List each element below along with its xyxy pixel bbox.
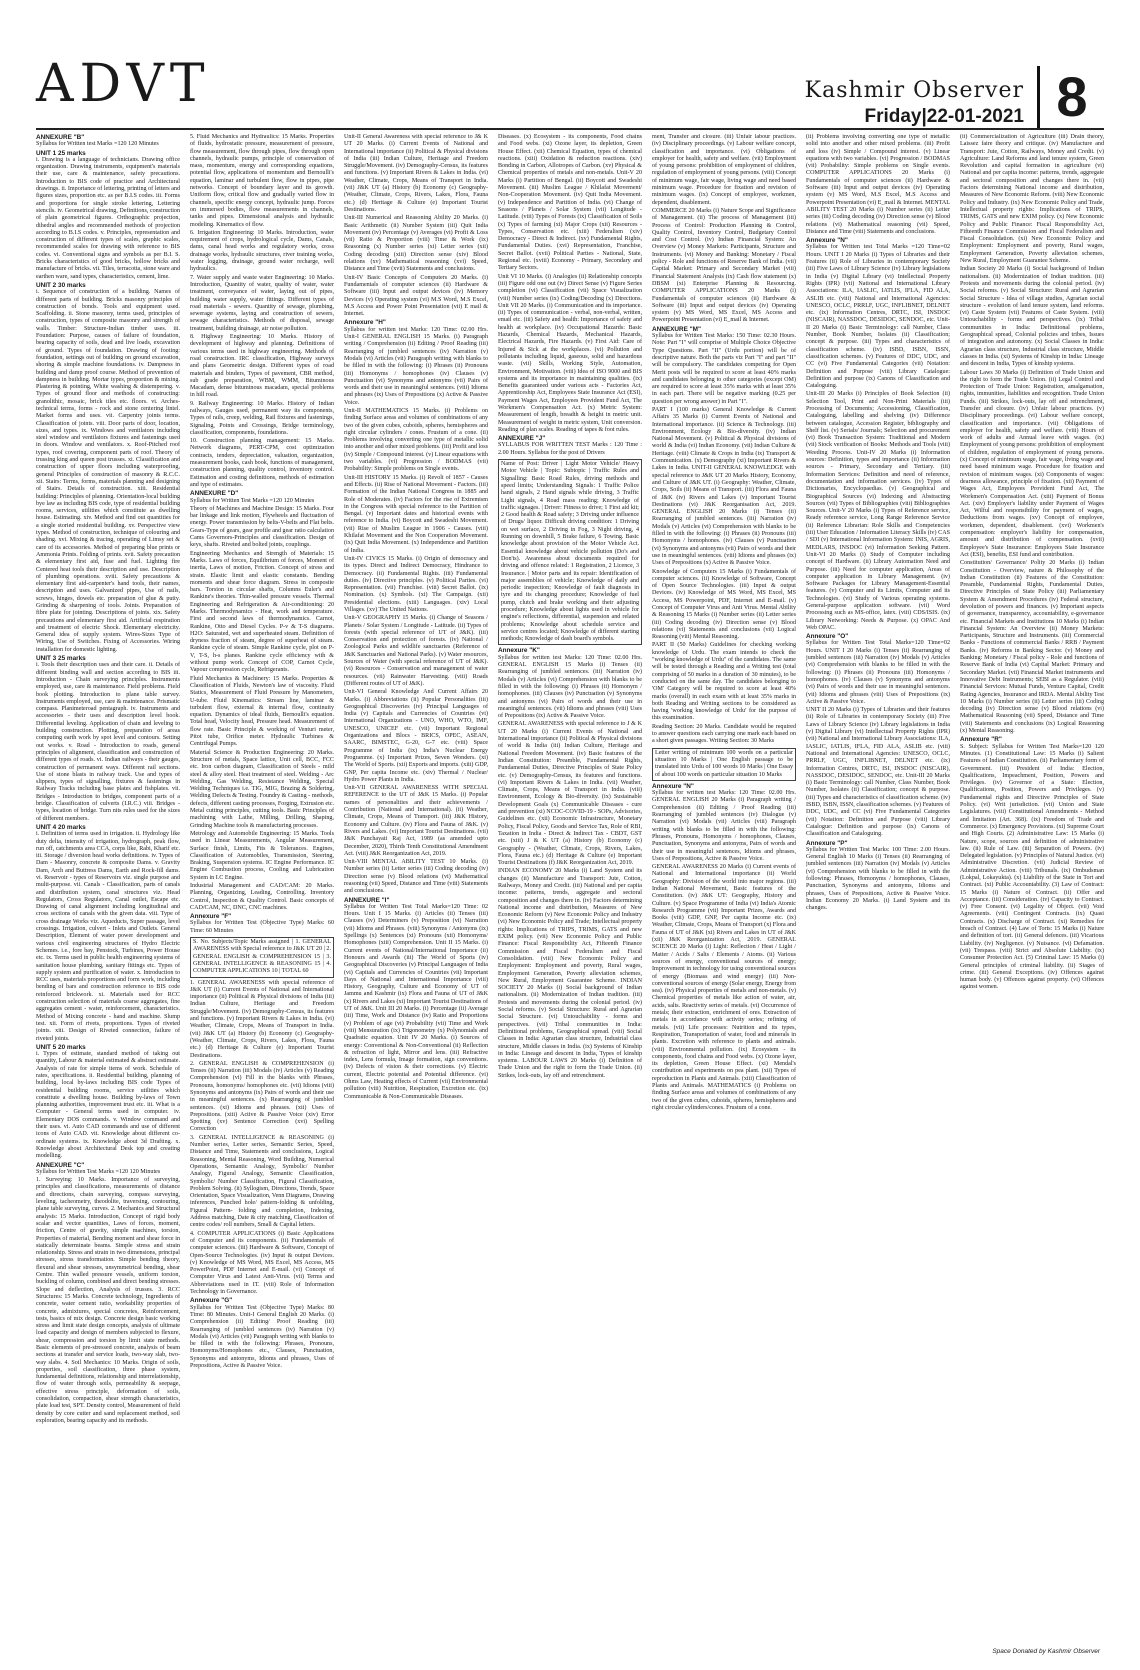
syllabus-paragraph: Syllabus for Written Test (Objective Type) Marks: 80 Time: 80 Minutes. Unit-I General English 20 Marks. (i) Comprehension (ii) Editing/ Proof Reading (iii) Rearranging of jumbled sentences (iv) Narration (v) Modals (vi) Articles (vii) Paragraph writing with blanks to be filled in with the following: Phrases, Pronouns, Homonyms/Homophones etc., Clauses, Punctuation, Synonyms and antonyms, Idioms and phrases, Uses of Prepositions, Active & Passive Voice.: [190, 1304, 334, 1369]
syllabus-paragraph: (ii) Commercialization of Agriculture (iii) Drain theory, Laissez faire theory and critique. (iv) Manufacture and Transport: Jute, Cotton, Railways, Money and Credit. (v) Agriculture: Land Reforms and land tenure system, Green Revolution and capital formation in agriculture (vi) National and per capita income: patterns, trends, aggregate and sectoral composition and changes there in. (vii) Factors determining National income and distribution, Measures of New Economic Reform. (viii) New Economic Policy and Industry. (ix) New Economic Policy and Trade, Intellectual property rights: Implications of TRIPS, TRIMS, GATS and new EXIM policy. (x) New Economic Policy and Public Finance: Fiscal Responsibility Act, Fifteenth Finance Commission and Fiscal Federalism and Fiscal Consolidation. (xi) New Economic Policy and Employment: Employment and poverty, Rural wages, Employment Generation, Poverty alleviation schemes, New Rural, Employment Guarantee Scheme.: [960, 134, 1104, 265]
syllabus-columns: [36, 134, 1104, 1644]
section-heading: Annexure "K": [498, 647, 540, 655]
syllabus-paragraph: i. Types of estimate, standard method of taking out quantity, Labour & material estimated & abstract estimate. Analysis of rate for simple items of work. Schedule of rates, specifications. ii. Residential building, planning of building, local by-laws including BIS code Types of residential building rooms, service utilities which constitute a dwelling house. Building by-laws of Town planning authorities, improvement trust etc. iii. What is a Computer - General terms used in computer. iv. Elementary DOS commands. v. Window command and their uses. vi. Auto CAD commands and use of different icons of Auto CAD. vii. Knowledge about different co-ordinate systems. ix. Knowledge about 3d Drafting. x. Knowledge about Architectural Desk top and creating modelling.: [36, 1051, 180, 1160]
syllabus-paragraph: Indian Society 20 Marks (i) Social background of Indian nationalism. (ii) Modernization of Indian tradition. (iii) Protests and movements during the colonial period. (iv) Social reforms. (v) Social Structure: Rural and Agrarian Social Structure - Idea of village studies, Agrarian social structure - evolution of land tenure system, land reforms. (vi) Caste System (vii) Features of Caste System. (viii) Untouchability - forms and perspectives. (ix) Tribal communities in India: Definitional problems, Geographical spread, Colonial policies and tribes, Issues of integration and autonomy. (x) Social Classes in India: Agrarian class structure, Industrial class structure, Middle classes in India. (xi) Systems of Kinship in India: Lineage and descent in India, Types of kinship systems.: [960, 266, 1104, 368]
syllabus-paragraph: Unit-VI General Knowledge And Current Affairs 20 Marks. (i) Abbreviations (ii) Popular Personalities (iii) Geographical Discoveries (iv) Principal Languages of India (v) Capitals and Currencies of Countries (vi) International Organizations - UNO, WHO, WTO, IMF, UNESCO, UNICEF etc. (vii) Important Regional Organizations and Blocs - BRICS, OPEC, ASEAN, SAARC, BIMSTEC, G-20, G-7 etc. (viii) Space Programme of India (ix) India's Nuclear Energy Programme. (x) Important Prizes, Seven Wonders. (xi) The World of Sports. (xii) Exports and imports. (xiii) GDP, GNP, Per capita Income etc. (xiv) Thermal / Nuclear/ Hydro Power Plants in India.: [344, 689, 488, 783]
text-column: [344, 134, 488, 1644]
syllabus-paragraph: i. Sequence of construction of a building. Names of different parts of building. Bricks masonry principles of construction of bonds. Tools and equipment used. Scaffolding. ii. Stone masonry, terms used, principles of construction, types of composite masonry and strength of walls. Timber: Structure-Indian timber uses. iii. Foundation: Purpose, causes of failure of foundation, bearing capacity of soils, dead and live loads, excavation of ground. Types of foundation. Drawing of footing: foundation, settings out of building on ground excavation, shoring & simple machine foundations. iv. Dampness in building and damp proof course. Method of prevention of dampness in building. Mortar types, proportion & mixing. Plastering & pointing, White washing & distempering. v. Types of ground floor and methods of constructing: granolithic, mosaic, brick tiles etc. floors. vi. Arches-technical terms, forms - rock and stone centering lintel. Market forms and uses. vii. Carpentry joints terms. Classification of joints. viii. Door parts of door, location, sizes, and types. ix. Windows and ventilators including steel window and ventilators fixtures and fastenings used in doors. Window and ventilators. x. Roof-Pitched roof types, roof covering, component parts of roof. Theory of trussing king and queen post trusses. xi. Classification and construction of upper floors including waterproofing, general Principles of construction of masonry & R.C.C. xii. Stairs: Terms, forms, materials planning and designing of Stairs. Details of construction. xiii. Residential building: Principles of planning. Orientation-local building bye law as including BIS code, type of residential building rooms, services, utilities which constitute as dwelling house. Estimating. xiv. Method and find out quantities for a single storied residential building. xv. Perspective view types. Method of construction, technique of colouring and shading. xvi. Mixing & tracing, operating of Limsy set & care of its accessories. Method of preparing blue prints or Ammonia Prints. Folding of prints. xvii. Safety precaution & elementary first aid, fuse and fuel. Lighting fire Centered heat tools their description and use. Description of plumbing operations. xviii. Safety precautions & elementary first aid-carpenter's hand tools, their names, description and uses. Galvanized pipes, Use of nails, screws, hinges, dowels etc. preparation of glue & putty. Grinding & sharpening of tools. Joints. Preparation of fibre plate for jointing. Descriptions of joints. xix. Safety precautions and elementary first aid. Artificial respiration and treatment of electric Shock. Elementary electricity. General idea of supply system. Wires-Sizes Type of Wiring, Use of Switches. Fixing of Accessories. Wiring installation for domestic lighting.: [36, 289, 180, 653]
syllabus-paragraph: 3. GENERAL INTELLIGENCE & REASONING (i) Number series, Letter series, Semantic Series, Speed, Distance and Time, Statements and conclusions, Logical Reasoning, Mental Reasoning, Word Building, Numerical Operations, Semantic Analogy, Symbolic/ Number Analogy, Figural Analogy, Semantic Classification, Symbolic/ Number Classification, Figural Classification, Problem Solving. (ii) Syllogism, Directions, Trends, Space Orientation, Space Visualization, Venn Diagrams, Drawing inferences, Punched hole/ pattern-folding & unfolding, Figural Pattern- folding and completion, Indexing, Address matching, Date & city matching, Classification of centre codes/ roll numbers, Small & Capital letters.: [190, 1134, 334, 1229]
syllabus-paragraph: 10. Construction planning management: 15 Marks. Network diagrams, PERT-CPM, cost optimization contracts, tenders, depreciation, valuation, organization, measurement books, cash book, functions of management, construction planning, quality control, inventory control. Estimation and costing definitions, methods of estimation and type of estimates.: [190, 438, 334, 488]
syllabus-paragraph: PART I (100 marks) General Knowledge & Current Affairs 35 Marks (i) Current Events of National and International importance. (ii) Science & Technology. (iii) Environment, Ecology & Bio-diversity. (iv) Indian National Movement. (v) Political & Physical divisions of world & India (vi) Indian Economy. (vii) Indian Culture & Heritage. (viii) Climate & Crops in India (ix) Transport & Communication. (x) Demography (xi) Important Rivers & Lakes in India. UNIT-II GENERAL KNOWLEDGE with special reference to J&K UT 20 Marks History, Economy, and Culture of J&K UT. (i) Geography: Weather, Climate, Crops, Soils (ii) Means of Transport. (iii) Flora and Fauna of J&K (iv) Rivers and Lakes (v) Important Tourist Destinations (vi) J&K Reorganisation Act, 2019. GENERAL ENGLISH 20 Marks (i) Tenses (ii) Rearranging of jumbled sentences. (iii) Narration (iv) Modals (v) Articles (vi) Comprehension with blanks to be filled in with the following: (i) Phrases (ii) Pronouns (iii) Homonyms / homophones. (iv) Clauses (v) Punctuation (vi) Synonyms and antonyms (vii) Pairs of words and their use in meaningful sentences. (viii) Idioms and phrases (ix) Uses of Prepositions (x) Active & Passive Voice.: [652, 406, 796, 567]
paper-name: Kashmir Observer: [804, 78, 1024, 103]
syllabus-paragraph: 8. Highway Engineering: 10 Marks. History of development of highway and planning. Definitions of various terms used in highway engineering. Methods of road construction. IRC classification, Highway surveys and plans Geometric design. Different types of road materials and binders, Types of pavement, CBR method, sub grade preparation, WBM, WMM, Bituminous Macadam, dense bituminous macadam, special problems in hill road.: [190, 334, 334, 399]
syllabus-paragraph: Syllabus for Written test Marks =120 120 Minutes: [36, 141, 159, 148]
syllabus-paragraph: Unit VI 10 Marks. (i) Analogies (ii) Relationship concepts (iii) Figure odd one out (iv) Direct Sense (v) Figure Series completion (vi) Classification (vii) Space Visualization (viii) Number series (ix) Coding/Decoding (x) Directions. Unit VII 20 Marks. (i) Communication and its importance. (ii) Types of communication - verbal, non-verbal, written, email etc. (iii) Safety and health: Importance of safety and health at workplace. (iv) Occupational Hazards: Basic Hazards, Chemical Hazards, Mechanical Hazards, Electrical Hazards, Fire Hazards. (v) First Aid: Care of Injured & Sick at the workplaces. (vi) Pollution and pollutants including liquid, gaseous, solid and hazardous waste. (vii) Skills, Working Style, Automation, Environment, Motivation. (viii) Idea of ISO 9000 and BIS systems and its importance in maintaining qualities. (ix) Benefits guaranteed under various acts - Factories Act, Apprenticeship Act, Employees State Insurance Act (ESI), Payment Wages Act, Employees Provident Fund Act, The Workmen's Compensation Act. (x) Metric System: Measurement of length, breadth & height in metric unit. Measurement of weight in metric system, Unit conversion. Reading of plan scales. Reading of tapes & foot rules.: [498, 273, 642, 433]
masthead-rule: [36, 128, 1104, 130]
syllabus-paragraph: Unit-IV CIVICS 15 Marks. (i) Origin of democracy and its types. Direct and Indirect Democracy, Hindrance to Democracy. (ii) Fundamental Rights. (iii) Fundamental duties. (iv) Directive principles. (v) Political Parties. (vi) Representation. (vii) Franchise. (viii) Secret Ballot. (ix) Nomination. (x) Symbols. (xi) The Campaign. (xii) Presidential elections. (xiii) Languages. (xiv) Local Villages. (xv) The United Nations.: [344, 555, 488, 613]
syllabus-paragraph: Unit-II General Awareness with special reference to J& K UT 20 Marks. (i) Current Events of National and International importance (ii) Political & Physical divisions of India (iii) Indian Culture, Heritage and Freedom Struggle/Movement. (iv) Demography-Census, its features and functions. (v) Important Rivers & Lakes in India. (vi) Weather, Climate, Crops, Means of Transport in India. (vii) J&K UT (a) History (b) Economy (c) Geography- (Weather, Climate, Crops, Rivers, Lakes, Flora, Fauna etc.) (d) Heritage & Culture (e) Important Tourist Destinations.: [344, 134, 488, 213]
section-heading: ANNEXURE "D": [190, 490, 239, 498]
syllabus-paragraph: Unit-IV Basic Concepts of Computers 20 Marks. (i) Fundamentals of computer sciences (ii) Hardware & Software (iii) Input and output devices (iv) Memory Devices (v) Operating system (vi) M.S Word, M.S Excel, M.S Access and Power Point Presentation (vii) E mail & Internet.: [344, 274, 488, 318]
syllabus-paragraph: UNIT II 20 Marks (i) Types of Libraries and their features (ii) Role of Libraries in contemporary Society (iii) Five Laws of Library Science (iv) Library legislations in India (v) Digital Library (vi) Intellectual Property Rights (IPR) (vii) National and International Library Associations: ILA, IASLIC, IATLIS, IFLA, FID ALA, ASLIB etc. (viii) National and International Agencies: UNESCO, OCLC, PRRLF, UGC, INFLIBNET, DELNET etc. (ix) Information Centres, DRTC, ISI, INSDOC (NISCAIR), NASSDOC, DESIDOC, SENDOC, etc. Unit-III 20 Marks (i) Basic Terminology: call Number, Class Number, Book Number, Isolates (ii) Classification; concept & purpose. (iii) Types and characteristics of classification scheme. (iv) ISBD, ISBN, ISSN, classification schemes. (v) Features of DDC, UDC, and CC (vi) Five Fundamental Categories (vii) Notation: Definition and Purpose (viii) Library Catalogue: Definition and purpose (ix) Canons of Classification and Cataloguing.: [806, 707, 950, 838]
section-heading: ANNEXURE "C": [36, 1161, 85, 1169]
masthead: [36, 0, 1104, 128]
syllabus-paragraph: Syllabus for Written Test Total Marks=120 Time: 02 Hours. Unit I 15 Marks. (i) Articles (ii) Tenses (iii) Clauses (iv) Determiners (v) Preposition (vi) Narration (vii) Idioms and Phrases. (viii) Synonyms / Antonyms (ix) Spellings (x) Sentences (xi) Pronouns (xii) Homonyms/ Homophones (xiii) Comprehension. Unit II 15 Marks. (i) Current events of National/International Importance (ii) Honours and Awards (iii) The World of Sports (iv) Geographical Discoveries (v) Principal Languages of India (vi) Capitals and Currencies of Countries (vii) Important Days of National and International Importance (viii) History, Geography, Culture and Economy of UT of Jammu and Kashmir (ix) Flora and Fauna of UT of J&K (x) Rivers and Lakes (xi) Important Tourist Destinations of UT of J&K. Unit III 20 Marks. (i) Percentage (ii) Average (iii) Time, Work and Distance (iv) Ratio and Proportions (v) Problem of age (vi) Probability (vii) Time and Work (viii) Mensuration (ix) Trigonometry (x) Polynomials and Quadratic equation. Unit IV 20 Marks. (i) Sources of energy: Conventional & Non-Conventional (ii) Reflection & refraction of light, Mirror and lens. (iii) Refractive index, Lens formula, Image formation, sign conventions. (iv) Defects of vision & their corrections. (v) Electric current, Electric potential and Potential difference. (vi) Ohms Law, Heating effects of Current (vii) Environmental pollution (viii) Nutrition, Respiration, Excretion etc. (ix) Communicable & Non-Communicable Diseases.: [344, 903, 488, 1100]
syllabus-paragraph: 5. Fluid Mechanics and Hydraulics: 15 Marks. Properties of fluids, hydrostatic pressure, measurement of pressure, flow measurement, flow through pipes, flow through open channels, hydraulic pumps, principle of conservation of mass, momentum, energy and corresponding equations, potential flow, applications of momentum and Bernoulli's equation, laminar and turbulent flow, flow in pipes, pipe networks. Concept of boundary layer and its growth. Uniform flow, critical flow and gradually varied flow in channels, specific energy concept, hydraulic jump. Forces on immersed bodies, flow measurements in channels, tanks and pipes. Dimensional analysis and hydraulic modeling. Kinematics of flow.: [190, 134, 334, 228]
syllabus-paragraph: GENERAL AWARENESS with special reference to J & K UT 20 Marks (i) Current Events of National and International importance (ii) Political & Physical divisions of world & India (iii) Indian Culture, Heritage and National Freedom Movement. (iv) Basic features of the Indian Constitution: Preamble, Fundamental Rights, Fundamental Duties, Directive Principles of State Policy etc. (v) Demography-Census, its features and functions. (vi) Important Rivers & Lakes in India. (vii) Weather, Climate, Crops, Means of Transport in India. (viii) Environment, Ecology & Bio-diversity. (ix) Sustainable Development Goals (x) Communicable Diseases - cure and prevention (xi) NCOC-COVID-19 - SOPs, Advisories, Guidelines etc. (xii) Economic Infrastructure, Monetary Policy, Fiscal Policy, Goods and Service Tax, Role of RBI, Taxation in India - Direct & Indirect Tax - CBDT, GST etc. (xiii) J & K UT (a) History (b) Economy (c) Geography - (Weather, Climate, Crops, Rivers, Lakes, Flora, Fauna etc.) (d) Heritage & Culture (e) Important Tourist Destinations (f) J&K Reorganization Act, 2019.: [498, 721, 642, 867]
section-heading: ANNEXURE "M": [652, 325, 702, 333]
syllabus-paragraph: Labour Laws 30 Marks (i) Definition of Trade Union and the right to form the Trade Union. (ii) Legal Control and Protection of Trade Union: Registration, amalgamation, rights, immunities, liabilities and recognition. Trade Union Funds. (iii) Strikes, lock-outs, lay off and retrenchment, Transfer and closure. (iv) Unfair labour practices. (v) Disciplinary proceedings. (vi) Labour welfare concept, classification and importance. (vii) Obligations of employer for health, safety and welfare. (viii) Hours of work of adults and Annual leave with wages. (ix) Employment of young persons: prohibition of employment of children, regulation of employment of young persons. (x) Concept of minimum wage, fair wage, living wage and need based minimum wage. Procedure for fixation and revision of minimum wages. (xi) Components of wages: dearness allowance, principle of fixation. (xii) Payment of Wages Act, Employees Provident Fund Act, The Workmen's Compensation Act. (xiii) Payment of Bonus Act. (xiv) Employer's liability under Payment of Wages Act, Wilful and responsibility for payment of wages, Deductions from wages. (xv) Concept of employee, workmen, dependent, disablement. (xvi) Workmen's compensation: employer's liability for compensation, amount and distribution of compensation. (xvii) Employee's State Insurance: Employees State Insurance Act (ESI), benefits, ESI fund and contribution.: [960, 369, 1104, 558]
syllabus-paragraph: i. Definition of terms used in irrigation. ii. Hydrology like duty delta, intensity of irrigation, hydrograph, peak flow, run off, catchments area CCA, corps like, Rabi, Kharif etc. iii. Storage / diversion head works definitions. iv. Types of Dam - Masonry, concrete & composite Dams. v. Gravity Dam, Arch and Buttress Dams, Earth and Rock-fill dams. vi. Reservoir - types of Reservoirs viz. single purpose and multi-purpose. vii. Canals - Classification, parts of canals and distribution system, canal structures viz. Head Regulators, Cross Regulators, Canal outlet, Escape etc. Drawing of canal alignment including longitudinal and cross sections of canals with the given data. viii. Type of cross drainage Works viz. Aqueducts, Super passage, level crossings. Irrigation, culvert - Inlets and Outlets. General Description, Element of water power development and various civil engineering structures of Hydro Electric Schemes. i.e., fore bay, Penstock, Turbines, Power House etc. ix. Terms used in public health engineering systems of sanitation house plumbing, sanitary fittings etc. Types of supply system and purification of water. x. Introduction to RCC uses, materials proportions and form work, including bending of bars and construction reference to BIS code reinforced brickwork. xi. Materials used for RCC construction selection of materials coarse aggregates, fine aggregates cement - water, reinforcement, characteristics. Method of Mixing concrete - hand and machine. Slump test. xii. Form of rivets, proportions. Types of riveted joints. xiii. Design of Riveted connection, failure of riveted joints.: [36, 831, 180, 1042]
syllabus-paragraph: Theory of Machines and Machine Design: 15 Marks. Four bar linkage and link motion, Flywheels and fluctuation of energy. Power transmission by belts-V-belts and Flat belts. Gears-Type of gears, gear profile and gear ratio calculation Cams Governors-Principles and classification. Design of keys, shafts. Riveted and bolted joints, couplings.: [190, 505, 334, 549]
date-line: Friday|22-01-2021: [864, 106, 1024, 127]
text-column: [960, 134, 1104, 1644]
syllabus-paragraph: 4. COMPUTER APPLICATIONS (i) Basic Applications of Computer and its components. (ii) Fundamentals of computer sciences. (iii) Hardware & Software, Concept of Open-Source Technologies. (iv) Input & output Devices. (v) Knowledge of MS Word, MS Excel, MS Access, MS PowerPoint, PDF Internet and E-mail. (vi) Concept of Computer Virus and Latest Anti-Virus. (vii) Terms and Abbreviations used in IT. (viii) Role of Information Technology in Governance.: [190, 1230, 334, 1296]
section-heading: Annexure "H": [344, 319, 386, 327]
syllabus-paragraph: Reading Section: 20 Marks. Candidate would be required to answer questions each carrying one mark each based on a short given passages. Writing Section: 30 Marks: [652, 723, 796, 745]
paper-block: [805, 80, 1024, 128]
syllabus-paragraph: Syllabus for Written Test Marks =120 120 Minutes: [190, 497, 315, 504]
marks-table: Name of Post: Driver | Light Motor Vehicle/ Heavy Motor Vehicle | Topic: Subtopic | Traffic Rules and Signalling: Basic Road Rules, driving methods and speed limits; Understanding Signals: 1 Traffic Police hand signals, 2 Hand signals while driving, 3 Traffic Light signals, 4 Road mass reading; Knowledge of traffic signages. | Driver: Fitness to drive; 1 First aid kit; 2 Good health & Road safety; 3 Driving under influence of Drugs/ liquor. Difficult driving condition: 1 Driving on wet surface, 2 Driving in Fog, 3 Night driving, 4 Running on downhill, 5 Brake failure, 6 Towing. Basic knowledge about provision of the Motor Vehicle Act. Essential knowledge about vehicle pollution (Do's and Don'ts). Awareness about documents required for driving and offence related: 1 Registration, 2 Licence, 3 Insurance. | Motor parts and its repair: Identification of major assemblies of vehicle; Knowledge of daily and periodic inspection; Knowledge of fault diagnosis in tyre and its changing procedure; Knowledge of fuel pump, clutch and brake working and their adjusting procedure; Knowledge about lights used in vehicle for engine's reflections, differential, suspension and related problems; Knowledge about schedule service and service centres located; Knowledge of different starting methods; Knowledge of dash board's symbols.: [498, 459, 642, 645]
syllabus-paragraph: PART II (50 Marks) Guidelines for checking working knowledge of Urdu. The exam intends to check the "working knowledge of Urdu" of the candidates. The same will be tested through a Reading and a Writing test (total comprising of 50 marks in a duration of 30 minutes), to be conducted on the same day. The candidates belonging to 'OM' Category will be required to score at least 40% marks (overall) in each exam with at least 35% marks in both Reading and Writing sections to be considered as having 'working knowledge of Urdu' for the purpose of this examination.: [652, 642, 796, 722]
section-heading: Annexure "P": [806, 839, 848, 847]
syllabus-paragraph: S. Subject: Syllabus for Written Test Marks=120 120 Minutes. (1) Constitutional Law: 15 Marks (i) Salient Features of Indian Constitution. (ii) Parliamentary form of Government. (iii) President of India: Election, Qualifications, Impeachment, Position, Powers and Privileges. (iv) Governor of a State: Election, Qualifications, Position, Powers and Privileges. (v) Fundamental rights and Directive Principles of State Policy. (vi) Writ jurisdiction. (vii) Union and State Legislatures. (viii) Constitutional Amendments - Method and limitation (Art. 368). (ix) Freedom of Trade and Commerce. (x) Emergency Provisions. (xi) Supreme Court and High Courts. (2) Administrative Law: 15 Marks (i) Nature, scope, sources and definition of administrative law. (ii) Rule of Law. (iii) Separation of Powers. (iv) Delegated legislation. (v) Principles of Natural Justice. (vi) Administrative Discretion. (vii) Judicial Review of Administrative Action. (viii) Tribunals. (ix) Ombudsman (Lokpal, Lokayukta). (x) Liability of the State in Tort and Contract. (xi) Public Accountability. (3) Law of Contract: 15 Marks (i) Nature of Contract. (ii) Offer and Acceptance. (iii) Consideration. (iv) Capacity to Contract. (v) Free Consent. (vi) Legality of Object. (vii) Void Agreements. (viii) Contingent Contracts. (ix) Quasi Contracts. (x) Discharge of Contract. (xi) Remedies for breach of Contract. (4) Law of Torts: 15 Marks (i) Nature and definition of tort. (ii) General defences. (iii) Vicarious Liability. (iv) Negligence. (v) Nuisance. (vi) Defamation. (vii) Trespass. (viii) Strict and Absolute Liability. (ix) Consumer Protection Act. (5) Criminal Law: 15 Marks (i) General principles of criminal liability. (ii) Stages of crime. (iii) General Exceptions. (iv) Offences against human body. (v) Offences against property. (vi) Offences against women.: [960, 743, 1104, 991]
section-heading: UNIT 2 30 marks: [36, 281, 86, 289]
section-heading: Annexure "N": [806, 237, 848, 245]
syllabus-paragraph: ment, Transfer and closure. (iii) Unfair labour practices. (iv) Disciplinary proceedings. (v) Labour welfare concept, classification and importance. (vi) Obligations of employer for health, safety and welfare. (vii) Employment of young persons: prohibition of employment of children, regulation of employment of young persons. (viii) Concept of minimum wage, fair wage, living wage and need based minimum wage. Procedure for fixation and revision of minimum wages. (ix) Concept of employee, workmen, dependent, disablement.: [652, 134, 796, 206]
page-number: 8: [1037, 66, 1104, 128]
syllabus-paragraph: Unit-III HISTORY 15 Marks. (i) Revolt of 1857 - Causes and Effects. (ii) Rise of National Movement - Factors. (iii) Formation of the Indian National Congress in 1885 and Role of Moderates. (iv) Factors for the rise of Extremism in the Congress with special reference to the Partition of Bengal. (v) Important dates and historical events with reference to India. (vi) Boycott and Swadeshi Movement. (vii) Rise of Muslim League in 1906 - Causes. (viii) Khilafat Movement and the Non Cooperation Movement. (ix) Quit India Movement. (x) Independence and Partition of India.: [344, 474, 488, 554]
syllabus-paragraph: Syllabus for Written Test (Objective Type) Marks: 60 Time: 60 Minutes: [190, 920, 334, 934]
syllabus-paragraph: Industrial Management and CAD/CAM: 20 Marks. Planning, Organizing, Leading, Controlling. Inventory Control, Inspection & Quality Control. Basic concepts of CAD/CAM, NC, DNC, CNC machines.: [190, 882, 334, 911]
syllabus-paragraph: Unit-III Numerical and Reasoning Ability 20 Marks. (i) Basic Arithmetic (ii) Number System (iii) Quit India Movement (iv) Percentage (v) Averages (vi) Profit & Loss (vii) Ratio & Proportion (viii) Time & Work (ix) Reasoning (x) Number series (xi) Letter series (xii) Coding decoding (xiii) Direction sense (xiv) Blood relations (xv) Mathematical reasoning (xvi) Speed, Distance and Time (xvii) Statements and conclusions.: [344, 215, 488, 273]
text-column: [652, 134, 796, 1644]
syllabus-paragraph: Unit-III 20 Marks (i) Principles of Book Selection (ii) Selection Tool, Print and Non-Print Materials (iii) Processing of Documents; Accessioning, Classification, Cataloguing, labelling and shelving (iv) Difference between catalogue, Accession Register, bibliography and Shelf list. (v) Serials/ Journals; Selection and procurement (vi) Book Transaction System: Traditional and Modern (vii) Stock verification of Books: Methods and Tools (viii) Weeding Process. Unit-IV 20 Marks (i) Information sources: Definition, types and importance (ii) Information sources - Primary, Secondary and Tertiary. (iii) Information Services: Definition and need of reference, documentation and information services. (iv) Types of Dictionaries, Encyclopaedias. (v) Geographical and Biographical Sources (vi) Indexing and Abstracting Sources (vii) Types of Bibliographies (viii) Bibliographies Sources. Unit-V 20 Marks (i) Types of Reference service, Ready reference service, Long Range Reference Service (ii) Reference Librarian: Role Skills and Competencies (iii) User Education / Information Literacy Skills (iv) CAS / SDI (v) International Information System: INIS, AGRIS, MEDLARS, INSDOC (vi) Information Seeking Pattern. Unit-VI 20 Marks (i) Study of Computer including concept of Hardware. (ii) Library Automation Need and Purpose. (iii) Need for computer application, Areas of computer application in Library Management. (iv) Software Packages for Library Management-Essential features. (v) Computer and its Limits, Computer and its Technologies. (vi) Study of Various operating systems. General-purpose application software. (vii) Word Processing such as MS-office, latex. (viii) CDS/ISIS. (ix) Library Networking: Needs & Purpose. (x) OPAC And Web OPAC.: [806, 391, 950, 631]
text-column: [36, 134, 180, 1644]
section-heading: UNIT 1 25 marks: [36, 149, 86, 157]
syllabus-paragraph: Syllabus for Written Test Marks: 150 Time: 02.30 Hours. Note: Part "I" will comprise of Multiple Choice Objective Type Questions. Part "II" (Urdu portion) will be of descriptive nature. Both the parts viz Part "I" and part "II" will be compulsory. The candidates competing for Open Merit posts will be required to score at least 40% marks and candidates belonging to other categories (except OM) are required to score at least 35% marks with at least 35% in each part. There will be negative marking (0.25 per question per wrong answer) in Part "I".: [652, 333, 796, 405]
syllabus-paragraph: (ii) Problems involving converting one type of metallic solid into another and other mixed problems. (iii) Profit and loss (iv) Simple / Compound interest. (v) Linear equations with two variables. (vi) Progression / BODMAS (vii) Probability: Simple problems on Single events. COMPUTER APPLICATIONS 20 Marks (i) Fundamentals of computer sciences (ii) Hardware & Software (iii) Input and output devices (iv) Operating system (v) MS Word, M.S Excel, M.S Access and Powerpoint Presentation (vi) E_mail & Internet. MENTAL ABILITY TEST 20 Marks (i) Number series (ii) Letter series (iii) Coding decoding (iv) Direction sense (v) Blood relations (vi) Mathematical reasoning (vii) Speed, Distance and Time (viii) Statements and conclusions.: [806, 134, 950, 235]
text-column: [190, 134, 334, 1644]
section-heading: Annexure "F": [190, 913, 232, 921]
section-heading: Annexure "R": [960, 736, 1002, 744]
section-heading: ANNEXURE "B": [36, 134, 85, 141]
section-heading: ANNEXURE "I": [344, 896, 390, 904]
syllabus-paragraph: INDIAN ECONOMY 20 Marks (i) Land System and its changes (ii) Manufacture and Transport: Jute, Cotton, Railways, Money and Credit. (iii) National and per capita income: patterns, trends, aggregate and sectoral composition and changes there in. (iv) Factors determining National income and distribution, Measures of New Economic Reform (v) New Economic Policy and Industry (vi) New Economic Policy and Trade; Intellectual property rights: Implications of TRIPS, TRIMS, GATS and new EXIM policy. (vii) New Economic Policy and Public Finance: Fiscal Responsibility Act, Fifteenth Finance Commission and Fiscal Federalism and Fiscal Consolidation. (viii) New Economic Policy and Employment: Employment and poverty, Rural wages, Employment Generation, Poverty alleviation schemes, New Rural, Employment Guarantee Scheme. INDIAN SOCIETY 20 Marks (i) Social background of Indian nationalism. (ii) Modernization of Indian tradition. (iii) Protests and movements during the colonial period. (iv) Social reforms. (v) Social Structure: Rural and Agrarian Social Structure. (vi) Untouchability - forms and perspectives. (vii) Tribal communities in India: Definitional problems, Geographical spread. (viii) Social Classes in India: Agrarian class structure, Industrial class structure, Middle classes in India. (ix) Systems of Kinship in India: Lineage and descent in India, Types of kinship systems. LABOUR LAWS 20 Marks (i) Definition of Trade Union and the right to form the Trade Union. (ii) Strikes, lock-outs, lay off and retrenchment.: [498, 868, 642, 1079]
syllabus-paragraph: 1. Surveying: 10 Marks. Importance of surveying, principles and classifications, measurements of distance and directions, chain surveying, compass surveying, leveling, tacheometry, theodolite, traversing, contouring, plane table surveying, curves. 2. Mechanics and Structural analysis: 15 Marks. Introduction, Concept of rigid body scalar and vector quantities, Laws of forces, moment, friction, Centre of gravity, simple machines, torsion, Properties of material, Bending moment and shear force in statically determinate beams. Simple stress and strain relationship. Stress and strain in two dimensions, principal stresses, stress transformation. Simple bending theory, flexural and shear stresses, unsymmetrical bending, shear Centre. Thin walled pressure vessels, uniform torsion, buckling of column, combined and direct bending stresses. Slope and deflection, Analysis of trusses. 3. RCC Structures: 15 Marks. Concrete technology, Ingredients of concrete, water cement ratio, workability properties of concrete, admixtures, special concretes, Reinforcement, tests, basics of mix design. Concrete design basic working stress and limit state design concepts, analysis of ultimate load capacity and design of members subjected to flexure, shear, compression and torsion by limit state methods. Basic elements of pre-stressed concrete, analysis of beam sections at transfer and service loads, two-way slab, two-way slabs. 4. Soil Mechanics: 10 Marks. Origin of soils, properties, soil classification, three phase system, fundamental definitions, relationship and interrelationship, flow of water through soils, permeability & seepage, effective stress principle, deformation of soils, consolidation, compaction, shear strength characteristics, plate load test, SPT. Density control, Measurement of field density by core cutter and sand replacement method, soil exploration, bearing capacity and its methods.: [36, 1177, 180, 1424]
syllabus-paragraph: Unit-VIII MENTAL ABILITY TEST 10 Marks. (i) Number series (ii) Letter series (iii) Coding decoding (iv) Direction sense (v) Blood relations (vi) Mathematical reasoning (vii) Speed, Distance and Time (viii) Statements and conclusions.: [344, 859, 488, 895]
syllabus-paragraph: Unit-VII GENERAL AWARENESS WITH SPECIAL REFERENCE to the UT of J&K 15 Marks. (i) Popular names of personalities and their achievements / Contribution (National and International). (ii) Weather, Climate, Crops, Means of Transport. (iii) J&K History, Economy and Culture. (iv) Flora and Fauna of J&K. (v) Rivers and Lakes. (vi) Important Tourist Destinations. (vii) J&K Panchayati Raj Act, 1989 (as amended upto December, 2020), Thirds Tenth Constitutional Amendment Act. (viii) J&K Reorganization Act, 2019.: [344, 785, 488, 857]
syllabus-paragraph: 6. Irrigation Engineering: 10 Marks. Introduction, water requirement of crops, hydrological cycle, Dams, Canals, dams, canal head works and regulatory works, cross drainage works, hydraulic structures, river training works, water logging, drainage, ground water recharge, well hydraulics.: [190, 229, 334, 273]
syllabus-paragraph: Metrology and Automobile Engineering: 15 Marks. Tools used in Linear Measurements, Angular Measurement, Surface finish, Limits, Fits & Tolerances. Engines, Classification of Automobiles, Transmission, Steering, Braking, Suspension systems. IC Engine Performance. IC Engine Combustion process, Cooling and Lubrication System in I.C Engine.: [190, 830, 334, 881]
syllabus-paragraph: Syllabus for Written Test Total Marks=120 Time=02 Hours. UNIT I 20 Marks (i) Tenses (ii) Rearranging of jumbled sentences (iii) Narration (iv) Modals (v) Articles (vi) Comprehension with blanks to be filled in with the following: (i) Phrases (ii) Pronouns (iii) Homonyms / homophones. (iv) Clauses (v) Synonyms and antonyms (vi) Pairs of words and their use in meaningful sentences. (vii) Idioms and phrases (viii) Uses of Prepositions (ix) Active & Passive Voice.: [806, 640, 950, 705]
marks-table: Letter writing of minimum 100 words on a particular situation 10 Marks | One English passage to be translated into Urdu of 100 words 10 Marks | One Essay of about 100 words on particular situation 10 Marks: [652, 748, 796, 781]
syllabus-paragraph: GENERAL AWARENESS 20 Marks (i) Current events of National and International importance (ii) World Geography: Division of the world into major regions. (iii) Indian National Movement, Basic features of the Constitution. (iv) J&K UT: Geography, History and Culture. (v) Space Programme of India (vi) India's Atomic Research Programme (vii) Important Prizes, Awards and Books (viii) GDP, GNP, Per capita Income etc. (ix) Weather, Climate, Crops, Means of Transport (x) Flora and Fauna of UT of J&K (xi) Rivers and Lakes in UT of J&K (xii) J&K Reorganization Act, 2019. GENERAL SCIENCE 20 Marks (i) Light: Reflection / Heat / Light / Matter / Acids / Salts / Elements / Atoms. (ii) Various sources of energy, conventional sources of energy; Improvement in technology for using conventional sources of energy (Biomass and wind energy) (iii) Non-conventional sources of energy (Solar energy, Energy from sea). (iv) Physical properties of metals and non-metals. (v) Chemical properties of metals like action of water, air, acids, salts. Reactivity series of metals. (vi) Occurrence of metals; their extraction, enrichment of ores. Extraction of metals in accordance with activity series; refining of metals. (vii) Life processes: Nutrition and its types, Respiration, Transportation of water, food and minerals in plants. Excretion with reference to plants and animals. (viii) Environmental pollution. (ix) Ecosystem - its components, food chains and Food webs. (x) Ozone layer, its depletion, Green House Effect. (xi) Mendal's contribution and experiments on pea plant. (xii) Types of reproduction in Plants and Animals. (xiii) Classification of Plants and Animals. MATHEMATICS (i) Problems on finding Surface areas and volumes of combinations of any two of the given cubes, cuboids, spheres, hemispheres and right circular cylinders/cones. Frustum of a cone.: [652, 864, 796, 1111]
section-heading: Annexure "G": [190, 1297, 233, 1305]
space-credit: Space Donated by Kashmir Observer: [992, 1648, 1100, 1655]
syllabus-paragraph: Material Science & Production Engineering: 20 Marks. Structure of metals, Space lattice, Unit cell, BCC, FCC etc. Iron carbon diagram, Classification of Steels - mild steel & alloy steel. Heat treatment of steel. Welding - Arc Welding, Gas Welding, Resistance Welding, Special Welding Techniques i.e. TIG, MIG, Brazing & Soldering, Welding Defects & Testing. Foundry & Casting - methods, defects, different casting processes, Forging, Extrusion etc. Metal cutting principles, cutting tools. Basic Principles of machining with Lathe, Milling, Drilling, Shaping, Grinding Machine tools & manufacturing processes.: [190, 749, 334, 829]
syllabus-paragraph: Syllabus for Written Test Marks: 100 Time: 2.00 Hours. General English 10 Marks (i) Tenses (ii) Rearranging of jumbled sentences (iii) Narration (iv) Modals (v) Articles (vi) Comprehension with blanks to be filled in with the following: Phrases, Homonyms / homophones, Clauses, Punctuation, Synonyms and antonyms, Idioms and phrases, Uses of Prepositions, Active & Passive Voice. Indian Economy 20 Marks. (i) Land System and its changes.: [806, 846, 950, 912]
section-heading: UNIT 5 20 marks: [36, 1043, 86, 1051]
syllabus-paragraph: 2. GENERAL ENGLISH & COMPREHENSION (i) Tenses (ii) Narration (iii) Modals (iv) Articles (v) Reading Comprehension (vi) Fill in the blanks with Phrases, Pronouns, homonyms/ homophones etc. (vii) Idioms (viii) Synonyms and antonyms (ix) Pairs of words and their use in meaningful sentences. (x) Rearranging of jumbled sentences. (xi) Idioms and phrases. (xii) Uses of Prepositions. (xiii) Active & Passive Voice (xiv) Error Spotting (xv) Sentence Correction (xvi) Spelling Correction: [190, 1060, 334, 1133]
syllabus-paragraph: COMMERCE 20 Marks (i) Nature Scope and Significance of Management. (ii) The process of Management (iii) Process of Control: Production Planning & Control, Quality Control, Inventory Control, Budgetary Control and Cost Control. (iv) Indian Financial System: An Overview (v) Money Markets: Participants, Structure and Instruments. (vi) Money and Banking: Monetary / Fiscal policy - Role and functions of Reserve Bank of India. (vii) Capital Market: Primary and Secondary Market (viii) Financial Statement Analysis (ix) Cash flow statement (x) DBSM (xi) Enterprise Planning & Resourcing. COMPUTER APPLICATIONS 20 Marks (i) Fundamentals of computer sciences (ii) Hardware & Software (iii) Input and output devices (iv) Operating system (v) MS Word, MS Excel, MS Access and Powerpoint Presentation (vi) E_mail & Internet.: [652, 207, 796, 324]
marks-table: S. No. Subjects/Topic Marks assigned | 1. GENERAL AWARENESS with Special reference to J&K UT 20 | 2. GENERAL ENGLISH & COMPREHENSION 15 | 3. GENERAL INTELLIGENCE & REASONING 15 | 4. COMPUTER APPLICATIONS 10 | TOTAL 60: [190, 937, 334, 977]
syllabus-paragraph: 7. Water supply and waste water Engineering: 10 Marks. Introduction, Quantity of water, quality of water, water treatment, conveyance of water, laying out of pipes, building water supply, water fittings. Different types of road materials - sewers. Quantity of sewage, plumbing, sewerage systems, laying and construction of sewers, sewage characteristics. Methods of disposal, sewage treatment, building drainage, air noise pollution.: [190, 274, 334, 332]
section-heading: UNIT 3 25 marks: [36, 655, 86, 663]
syllabus-paragraph: Syllabus for written test Marks: 120 Time: 02.00 Hrs. Unit-I GENERAL ENGLISH 15 Marks. (i) Paragraph writing / Comprehension (ii) Editing / Proof Reading (iii) Rearranging of jumbled sentences (iv) Narration (v) Modals (vi) Articles (vii) Paragraph writing with blanks to be filled in with the following: (i) Phrases (ii) Pronouns (iii) Homonyms / homophones (iv) Clauses (v) Punctuation (vi) Synonyms and antonyms (vii) Pairs of words and their use in meaningful sentences. (viii) Idioms and phrases (ix) Uses of Prepositions (x) Active & Passive Voice.: [344, 326, 488, 406]
section-heading: UNIT 4 20 marks: [36, 823, 86, 831]
syllabus-paragraph: 1. GENERAL AWARENESS with special reference of J&K UT (i) Current Events of National and International importance (ii) Political & Physical divisions of India (iii) Indian Culture, Heritage and Freedom Struggle/Movement. (iv) Demography-Census, its features and functions. (v) Important Rivers & Lakes in India. (vi) Weather, Climate, Crops, Means of Transport in India. (vii) J&K UT (a) History (b) Economy (c) Geography-(Weather, Climate, Crops, Rivers, Lakes, Flora, Fauna etc.) (d) Heritage & Culture (e) Important Tourist Destinations.: [190, 979, 334, 1059]
syllabus-paragraph: SYLLABUS FOR WRITTEN TEST Marks : 120 Time : 2.00 Hours. Syllabus for the post of Drivers: [498, 442, 642, 456]
syllabus-paragraph: Knowledge of Computers 15 Marks (i) Fundamentals of computer sciences. (ii) Knowledge of Software, Concept of Open Source Technologies. (iii) Input & output Devices. (iv) Knowledge of MS Word, MS Excel, MS Access, MS Powerpoint, PDF, Internet and E-mail. (v) Concept of Computer Virus and Anti Virus. Mental Ability & Reasoning 15 Marks (i) Number series (ii) Letter series (iii) Coding decoding (iv) Direction sense (v) Blood relations (vi) Statements and conclusions (vii) Logical Reasoning (viii) Mental Reasoning.: [652, 568, 796, 641]
section-heading: Annexure "O": [806, 633, 849, 641]
syllabus-paragraph: Constitution/ Governance/ Polity 20 Marks (i) Indian Constitution - Overview, nature & Philosophy of the Indian Constitution (ii) Features of the Constitution: Preamble, Fundamental Rights, Fundamental Duties, Directive Principles of State Policy (iii) Parliamentary System & Amendment Procedures (iv) Federal structure, devolution of powers and finances. (v) Important aspects of governance, transparency, accountability, e-governance etc. Financial Markets and Institutions 10 Marks (i) Indian Financial System: An Overview (ii) Money Markets: Participants, Structure and Instruments. (iii) Commercial Banks - Functions of commercial Banks / RRB / Payment Banks. (iv) Reforms in Banking Sector. (v) Money and Banking: Monetary / Fiscal policy - Role and functions of Reserve Bank of India (vi) Capital Market: Primary and Secondary Market. (vii) Financial Market instruments and Innovative Debt Instruments; SEBI as a Regulator. (viii) Financial Services: Mutual Funds, Venture Capital, Credit Rating Agencies, Insurance and IRDA. Mental Ability Test 10 Marks (i) Number series (ii) Letter series (iii) Coding decoding (iv) Direction sense (v) Blood relations (vi) Mathematical Reasoning (vii) Speed, Distance and Time (viii) Statements and conclusions (ix) Logical Reasoning (x) Mental Reasoning.: [960, 560, 1104, 735]
syllabus-paragraph: Engineering Mechanics and Strength of Materials: 15 Marks. Laws of forces, Equilibrium of forces, Moment of inertia, Laws of motion, Friction. Concept of stress and strain. Elastic limit and elastic constants. Bending moments and shear force diagram. Stress in composite bars. Torsion in circular shafts, Columns Euler's and Rankine's theories. Thin-walled pressure vessels. Thermal Engineering and Refrigeration & Air-conditioning: 20 Marks. Thermodynamics - Heat, work and temperature. First and second laws of thermodynamics. Carnot, Rankine, Otto and Diesel Cycles. P-v & T-S diagrams. H2O: Saturated, wet and superheated steam. Definition of dryness fraction of steam, degree of superheat of steam. Rankine cycle of steam. Simple Rankine cycle, plot on P-V, T-S, h-s planes. Rankine cycle efficiency with & without pump work. Concept of COP, Carnot Cycle, Vapour compression cycle, Refrigerants.: [190, 550, 334, 674]
syllabus-paragraph: Diseases. (x) Ecosystem - its components, Food chains and Food webs. (xi) Ozone layer, its depletion, Green House Effect. (xii) Chemical Equation, types of chemical reactions. (xiii) Oxidation & reduction reactions. (xiv) Bonding in Carbon, Allotropes of Carbon. (xv) Physical & Chemical properties of metals and non-metals. Unit-V 20 Marks (i) Partition of Bengal. (ii) Boycott and Swadeshi Movement. (iii) Muslim League / Khilafat Movement/ Non-Cooperation Movement. (iv) Quit India Movement. (v) Independence and Partition of India. (vi) Change of Seasons / Planets / Solar System (vii) Longitude - Latitude. (viii) Types of Forests (ix) Classification of Soils (x) Types of farming (xi) Major Crops (xii) Resources - Types, Conservation etc. (xiii) Federalism (xiv) Democracy - Direct & Indirect. (xv) Fundamental Rights, Fundamental Duties. (xvi) Representation, Franchise, Secret Ballot. (xvii) Political Parties - National, State, Regional etc. (xviii) Economy - Primary, Secondary and Tertiary Sectors.: [498, 134, 642, 272]
syllabus-paragraph: i. Tools their description uses and their care. ii. Details of different binding wall and section according to BIS iii. Introduction - Chain surveying principles. Instruments employed, use, care & maintenance. Field problems. Field book plotting. Introduction to plane table survey. Instruments employed, use, care & maintenance. Prismatic compass. Planimeteroad pentagraph. iv. Instruments and accessories - their uses and description level book. Differential leveling. Application of chain and leveling to building construction. Plotting, preparation of areas computing earth work by spot level and contours. Setting out works. v. Road - Introduction to roads, general principles of alignment, classification and construction of different types of roads. vi. Indian railways - their gauges, construction of permanent ways. Different rail sections. Use of stone blasts in railway track. Use and types of slippers, types of signalling, fixtures & fastenings in Railway Tracks including base plates and fishplates. vii. Bridges - Introduction to bridges, component parts of a bridge. Classification of culverts (I.R.C.) viii. Bridges - types, location of bridge. Turn nits rules used for the sizes of different members.: [36, 662, 180, 822]
syllabus-paragraph: 9. Railway Engineering: 10 Marks. History of Indian railways, Gauges used, permanent way its components, Types of rails, creep, welding, Rail fixtures and fastenings, Signaling, Points and Crossings, Bridge terminology, classification, components, foundations.: [190, 400, 334, 436]
syllabus-paragraph: i. Drawing is a language of technicians. Drawing office organization. Drawing instruments, equipment's materials their use, care & maintenance, safety precautions. Introduction to BIS code of practice and Architectural drawings. ii. Importance of lettering, printing of letters and figures sizes, proportion etc. as per B.I.S codes. iii. Forms and proportions for single stroke lettering, Lettering stencils. iv. Geometrical drawing, Definitions, construction of plain geometrical figures. Orthographic projection, dihedral angles and recommended methods of projection according to B.I.S codes. v. Principles, representation and construction of different types of scales, graphic scales, recommended scales for drawing with reference to BIS codes. vi. Conventional signs and symbols as per B.I. S. Bricks characteristics of good bricks, hollow bricks and manufacture of bricks. vii. Tiles, terracotta, stone ware and earthen ware, sand types, characteristics, cement, lime.: [36, 156, 180, 280]
syllabus-paragraph: Unit-II MATHEMATICS 15 Marks. (i) Problems on finding Surface areas and volumes of combinations of any two of the given cubes, cuboids, spheres, hemispheres and right circular cylinders / cones. Frustum of a cone. (ii) Problems involving converting one type of metallic solid into another and other mixed problems. (iii) Profit and loss (iv) Simple / Compound interest. (v) Linear equations with two variables. (vi) Progression / BODMAS (vii) Probability: Simple problems on Single events.: [344, 407, 488, 473]
syllabus-paragraph: Fluid Mechanics & Machinery: 15 Marks. Properties & Classification of Fluids, Newton's law of viscosity. Fluid Statics, Measurement of Fluid Pressure by Manometers, U-tube. Fluid Kinematics: Stream line, laminar & turbulent flow, external & internal flow, continuity equation. Dynamics of ideal fluids, Bernoulli's equation. Total head, Velocity head, Pressure head. Measurement of flow rate. Basic Principle & working of Venturi meter, Pitot tube, Orifice meter. Hydraulic Turbines & Centrifugal Pumps.: [190, 675, 334, 748]
section-heading: ANNEXURE "J": [498, 435, 546, 443]
syllabus-paragraph: Unit-V GEOGRAPHY 15 Marks. (i) Change of Seasons / Planets / Solar System / Longitude - Latitude. (ii) Types of forests (with special reference of UT of J&K). (iii) Conservation and protection of forests. (iv) National / Zoological Parks and wildlife sanctuaries (Reference of J&K Sanctuaries and National Parks). (v) Water resources, Sources of Water (with special reference of UT of J&K). (vi) Resources - Conservation and management of water resources. (vii) Rainwater Harvesting. (viii) Roads (Different routes of UT of J&K).: [344, 615, 488, 687]
text-column: [498, 134, 642, 1644]
syllabus-paragraph: Syllabus for Written test Total Marks =120 Time=02 Hours. UNIT I 20 Marks (i) Types of Libraries and their Features (ii) Role of Libraries in contemporary Society (iii) Five Laws of Library Science (iv) Library legislations in India (v) Digital Library (vi) Intellectual Property Rights (IPR) (vii) National and International Library Associations: ILA, IASLIC, IATLIS, IFLA, FID ALA, ASLIB etc. (viii) National and International Agencies: UNESCO, OCLC, PRRLF, UGC, INFLIBNET, DELNET etc. (ix) Information Centres, DRTC, ISI, INSDOC (NISCAIR), NASSDOC, DESIDOC, SENDOC, etc. Unit-II 20 Marks (i) Basic Terminology: call Number, Class Number, Book Number, Isolates (ii) Classification; concept & purpose. (iii) Types and characteristics of classification scheme. (iv) ISBD, ISBN, ISSN, classification schemes. (v) Features of DDC, UDC, and CC (vi) Five Fundamental Categories (vii) Notation: Definition and Purpose (viii) Library Catalogue: Definition and purpose (ix) Canons of Classification and Cataloguing.: [806, 244, 950, 390]
text-column: [806, 134, 950, 1644]
syllabus-paragraph: Syllabus for Written Test Marks =120 120 Minutes: [36, 1168, 161, 1175]
syllabus-paragraph: Syllabus for written test Marks: 120 Time: 02.00 Hrs. GENERAL ENGLISH 20 Marks (i) Paragraph writing / Comprehension (ii) Editing / Proof Reading (iii) Rearranging of jumbled sentences (iv) Dialogue (v) Narration (vi) Modals (vii) Articles (viii) Paragraph writing with blanks to be filled in with the following: Phrases, Pronouns, Homonyms / homophones, Clauses, Punctuation, Synonyms and antonyms, Pairs of words and their use in meaningful sentences, Idioms and phrases, Uses of Prepositions, Active & Passive Voice.: [652, 790, 796, 862]
syllabus-paragraph: Syllabus for written test Marks: 120 Time: 02.00 Hrs. GENERAL ENGLISH 15 Marks (i) Tenses (ii) Rearranging of jumbled sentences. (iii) Narration (iv) Modals (v) Articles (vi) Comprehension with blanks to be filled in with the following: (i) Phrases (ii) Homonym / homophones. (iii) Clauses (iv) Punctuation (v) Synonyms and antonyms (vi) Pairs of words and their use in meaningful sentences. (vii) Idioms and phrases (viii) Uses of Prepositions (ix) Active & Passive Voice.: [498, 654, 642, 720]
section-title: ADVT: [36, 54, 211, 114]
section-heading: Annexure "N": [652, 782, 694, 790]
